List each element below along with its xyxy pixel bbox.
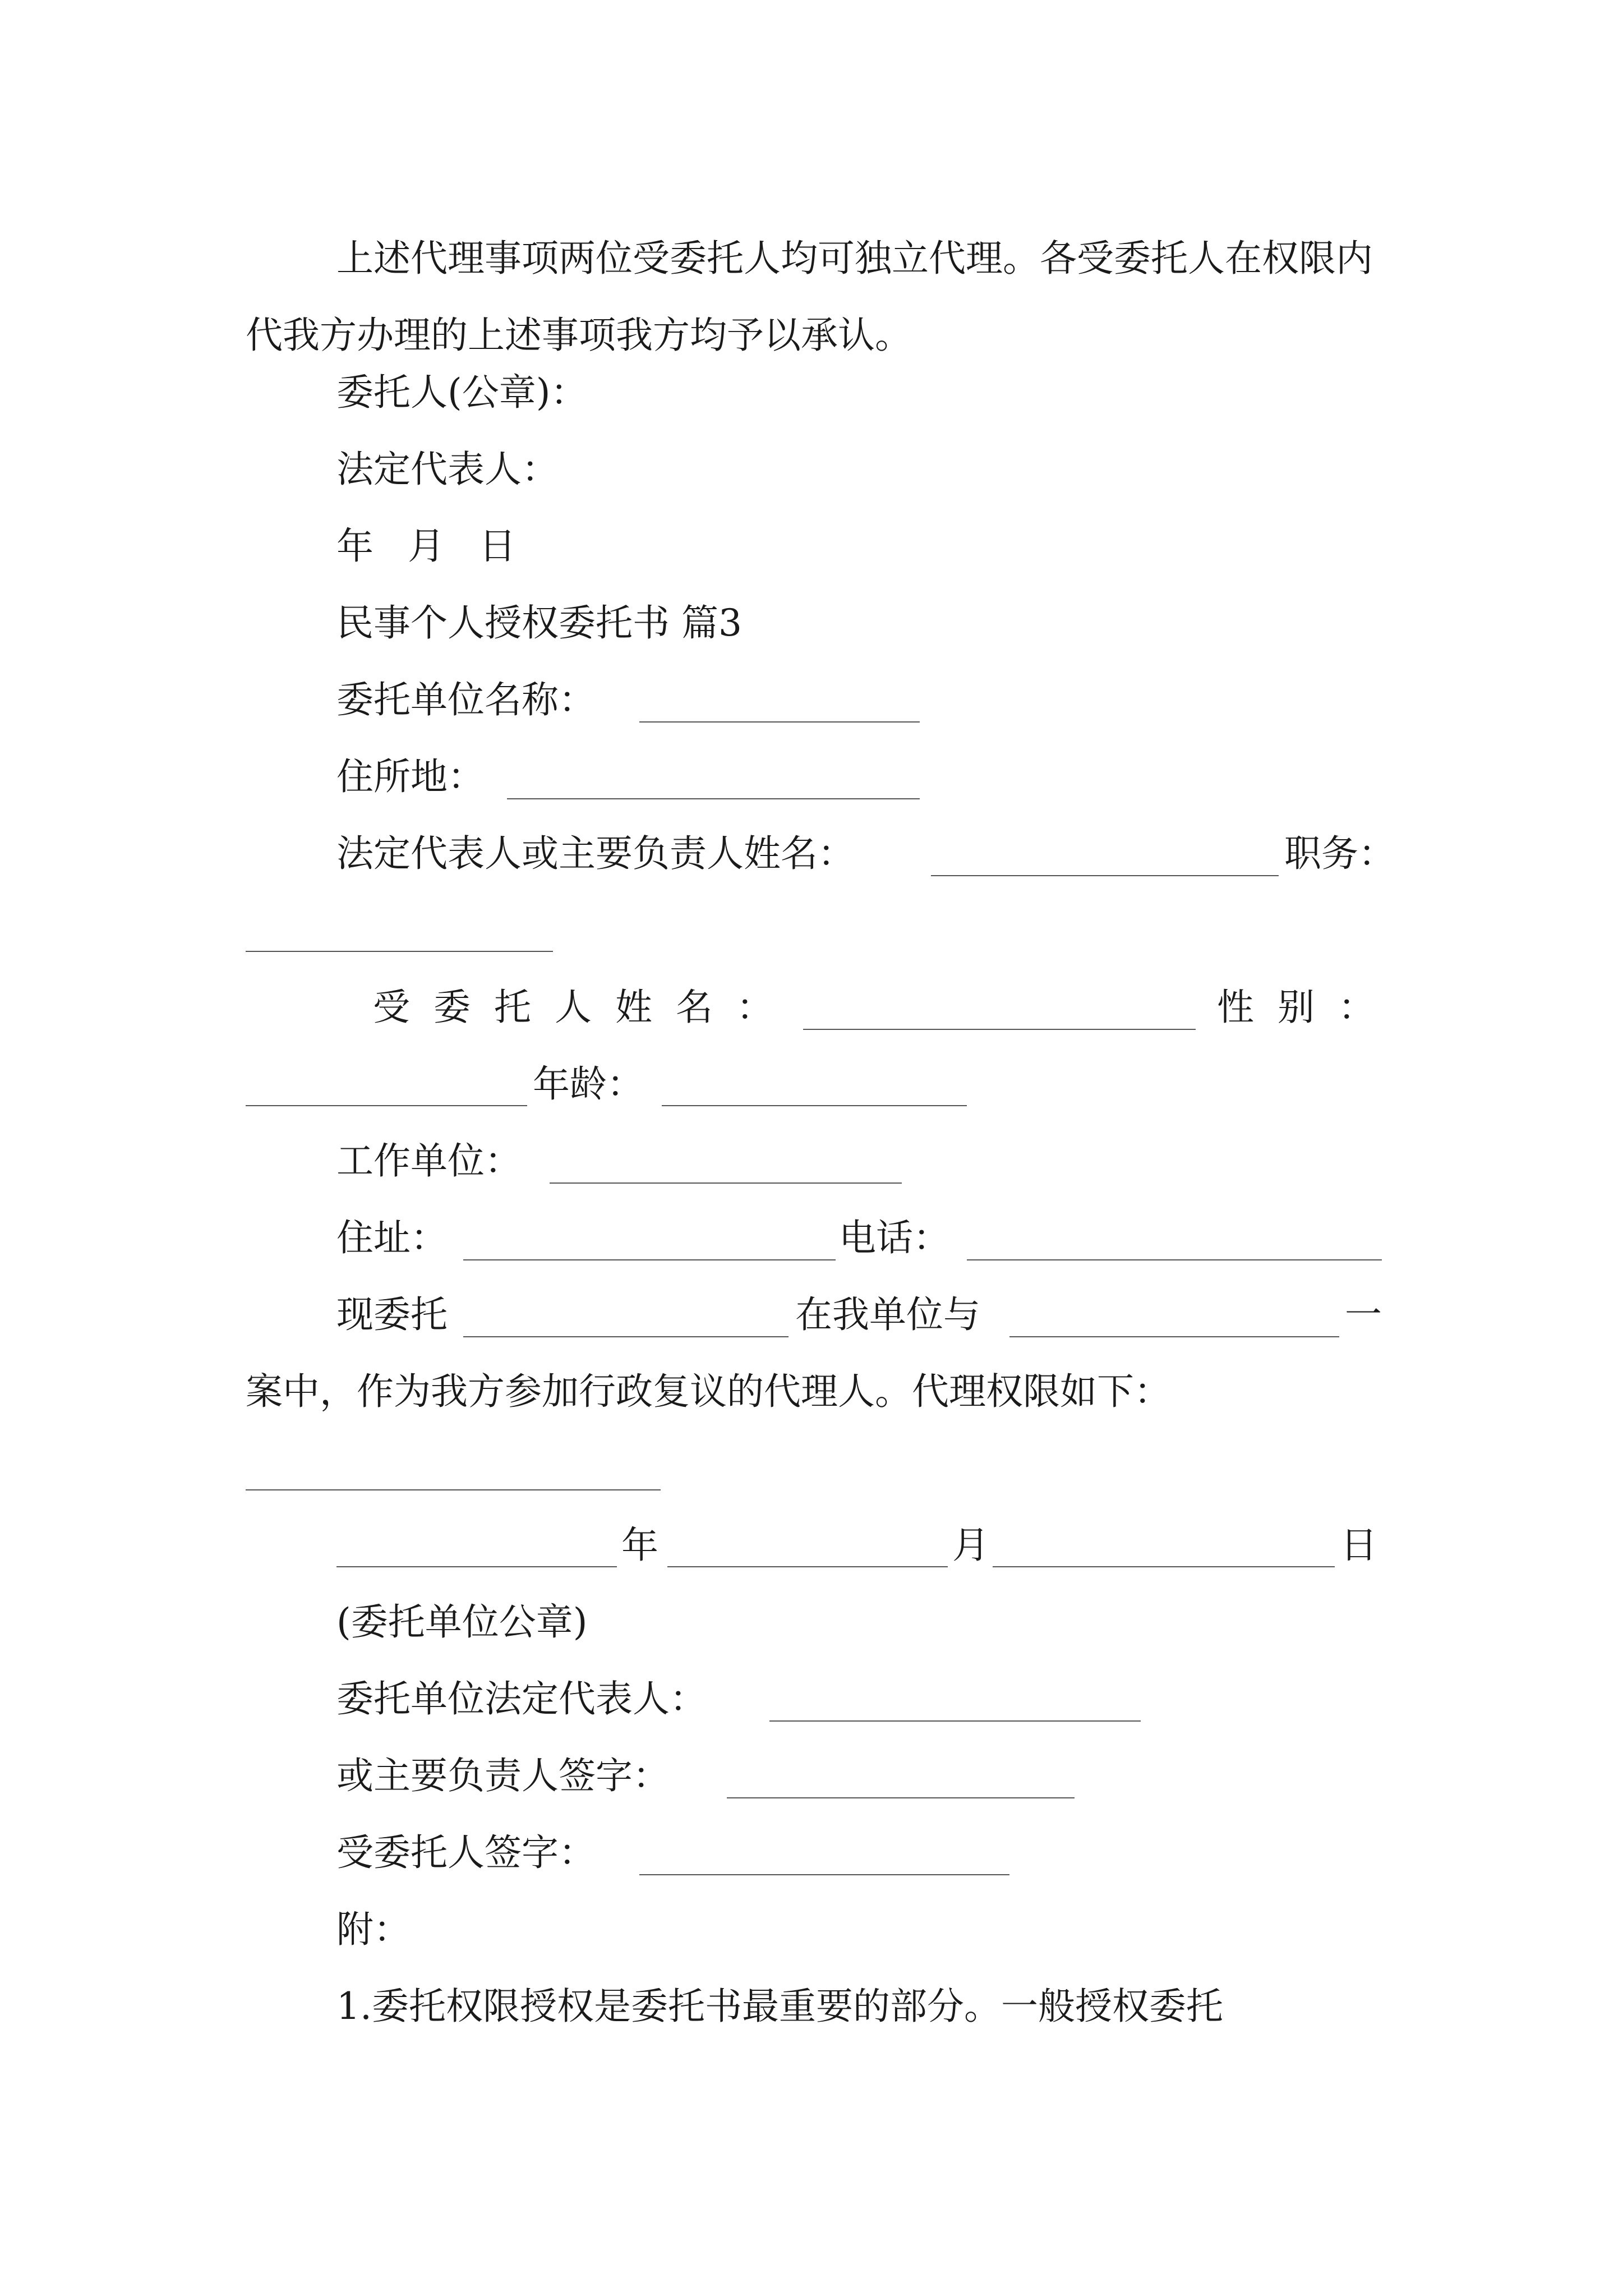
age-label: 年龄：: [533, 1062, 644, 1106]
residence-label: 住址：: [336, 1216, 448, 1259]
entrust-suffix: 一: [1345, 1293, 1382, 1336]
legal-rep-name-blank: [931, 875, 1279, 876]
unit-name-label: 委托单位名称：: [336, 678, 596, 721]
age-blank: [662, 1105, 967, 1106]
entrust-prefix: 现委托: [336, 1293, 448, 1336]
legal-rep-name-label: 法定代表人或主要负责人姓名：: [336, 832, 855, 875]
date-line: 年 月 日: [336, 524, 516, 568]
day-blank: [993, 1566, 1335, 1567]
year-blank: [336, 1566, 617, 1567]
note-1: 1.委托权限授权是委托书最重要的部分。一般授权委托: [336, 1985, 1223, 2028]
unit-name-blank: [639, 721, 920, 723]
authority-blank: [246, 1489, 661, 1490]
legal-rep-line: 法定代表人：: [336, 448, 559, 491]
entrust-mid: 在我单位与: [795, 1293, 980, 1336]
agent-sign-label: 受委托人签字：: [336, 1831, 596, 1874]
unit-legal-rep-label: 委托单位法定代表人：: [336, 1677, 707, 1720]
principal-sign-blank: [727, 1797, 1075, 1798]
unit-seal-line: (委托单位公章): [336, 1600, 588, 1644]
section-title: 民事个人授权委托书 篇3: [336, 601, 742, 645]
phone-label: 电话：: [839, 1216, 950, 1259]
appendix-label: 附：: [336, 1908, 411, 1951]
work-unit-blank: [550, 1182, 902, 1184]
address-blank: [507, 798, 920, 799]
residence-blank: [463, 1259, 836, 1260]
entrust-party-blank: [1009, 1336, 1339, 1337]
unit-legal-rep-blank: [769, 1720, 1141, 1722]
address-label: 住所地：: [336, 755, 485, 798]
work-unit-label: 工作单位：: [336, 1139, 522, 1182]
month-blank: [667, 1566, 948, 1567]
position-label: 职务：: [1284, 832, 1395, 875]
agents-paragraph: 上述代理事项两位受委托人均可独立代理。各受委托人在权限内代我方办理的上述事项我方均予以承认。: [246, 237, 1373, 357]
phone-blank: [967, 1259, 1382, 1260]
principal-seal-line: 委托人(公章)：: [336, 371, 588, 414]
agent-name-label: 受委托人姓名：: [373, 986, 797, 1029]
position-blank: [246, 951, 553, 952]
principal-sign-label: 或主要负责人签字：: [336, 1754, 670, 1797]
month-char: 月: [952, 1524, 989, 1567]
entrust-agent-blank: [463, 1336, 789, 1337]
agent-name-blank: [803, 1029, 1196, 1030]
agent-sign-blank: [639, 1874, 1009, 1875]
day-char: 日: [1340, 1524, 1377, 1567]
gender-blank: [246, 1105, 527, 1106]
year-char: 年: [621, 1524, 658, 1567]
case-line: 案中，作为我方参加行政复议的代理人。代理权限如下：: [246, 1370, 1171, 1413]
gender-label: 性别：: [1217, 986, 1399, 1029]
